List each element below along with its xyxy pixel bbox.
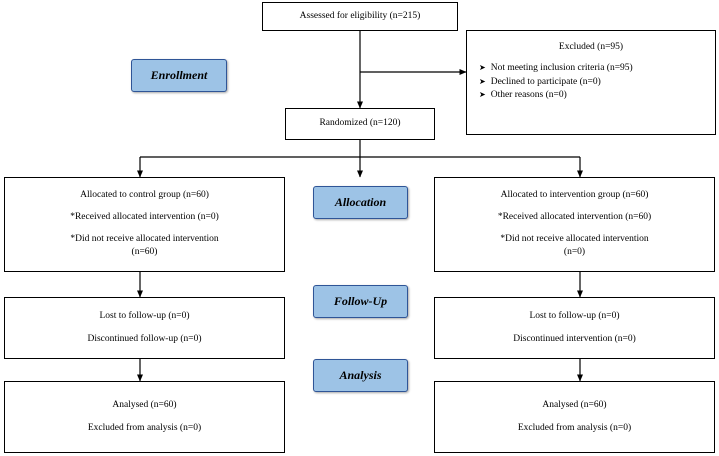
- intervention-allocation-line-0: Allocated to intervention group (n=60): [500, 189, 649, 200]
- control-allocation-line-1: *Received allocated intervention (n=0): [70, 211, 219, 222]
- intervention-allocation-line-2: *Did not receive allocated intervention: [500, 233, 649, 244]
- stage-follow-up: [313, 285, 408, 318]
- randomized-line-0: Randomized (n=120): [319, 118, 401, 129]
- box-intervention-analysis: [434, 381, 715, 453]
- stage-analysis: [313, 359, 408, 392]
- excluded-title: Excluded (n=95): [558, 42, 624, 52]
- stage-allocation: [313, 186, 408, 219]
- excluded-bullet-1-text: Declined to participate (n=0): [490, 76, 601, 87]
- box-control-allocation: [4, 177, 285, 272]
- intervention-followup-line-0: Lost to follow-up (n=0): [529, 310, 620, 321]
- excluded-bullet-2: [479, 89, 633, 103]
- control-analysis-line-1: Excluded from analysis (n=0): [87, 422, 202, 433]
- box-intervention-allocation: [434, 177, 715, 272]
- arrow-bullet-icon: ➤: [479, 76, 486, 86]
- box-excluded: [466, 30, 716, 135]
- excluded-bullet-0: [479, 62, 633, 76]
- intervention-analysis-line-1: Excluded from analysis (n=0): [517, 422, 632, 433]
- control-allocation-line-3: (n=60): [131, 247, 158, 258]
- box-randomized: [285, 108, 435, 140]
- assessed-line-0: Assessed for eligibility (n=215): [299, 10, 421, 21]
- intervention-allocation-line-1: *Received allocated intervention (n=60): [497, 211, 652, 222]
- intervention-allocation-line-3: (n=0): [563, 247, 586, 258]
- box-assessed-for-eligibility: [262, 2, 458, 31]
- stage-analysis-label: Analysis: [339, 368, 382, 382]
- arrow-bullet-icon: ➤: [479, 62, 486, 72]
- excluded-bullet-0-text: Not meeting inclusion criteria (n=95): [490, 62, 633, 73]
- arrow-bullet-icon: ➤: [479, 90, 486, 100]
- control-followup-line-1: Discontinued follow-up (n=0): [87, 333, 202, 344]
- intervention-followup-line-1: Discontinued intervention (n=0): [513, 333, 636, 344]
- stage-enrollment: [131, 59, 227, 92]
- box-intervention-follow-up: [434, 297, 715, 359]
- stage-allocation-label: Allocation: [334, 195, 387, 209]
- control-allocation-line-0: Allocated to control group (n=60): [80, 189, 209, 200]
- box-control-analysis: [4, 381, 285, 453]
- intervention-analysis-line-0: Analysed (n=60): [542, 399, 607, 410]
- control-allocation-line-2: *Did not receive allocated intervention: [70, 233, 219, 244]
- box-control-follow-up: [4, 297, 285, 359]
- excluded-bullet-2-text: Other reasons (n=0): [490, 90, 567, 101]
- stage-enrollment-label: Enrollment: [150, 68, 208, 82]
- control-analysis-line-0: Analysed (n=60): [112, 399, 177, 410]
- excluded-bullet-1: [479, 76, 633, 90]
- control-followup-line-0: Lost to follow-up (n=0): [99, 310, 190, 321]
- stage-follow-up-label: Follow-Up: [333, 294, 388, 308]
